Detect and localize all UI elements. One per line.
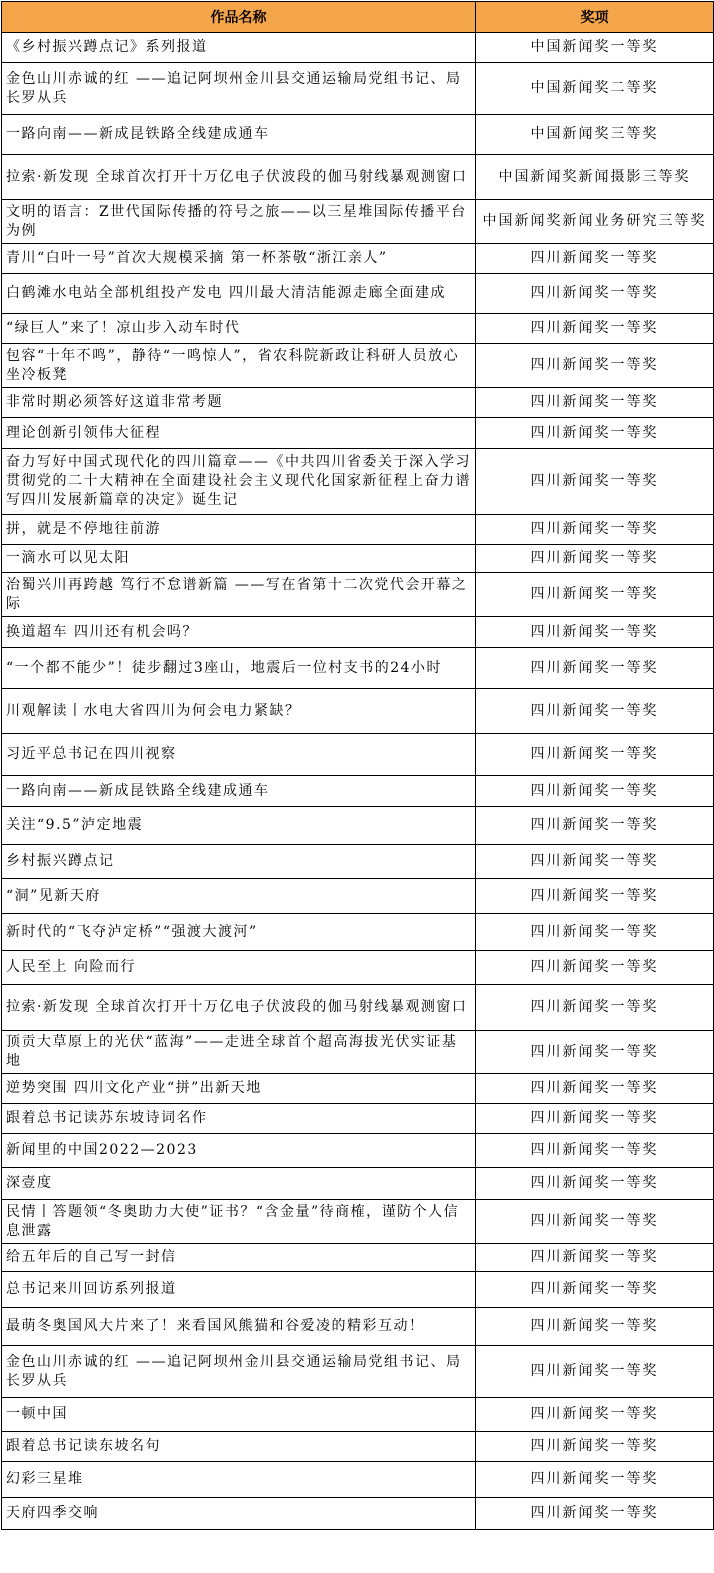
work-title-cell: 奋力写好中国式现代化的四川篇章——《中共四川省委关于深入学习贯彻党的二十大精神在全面建设社会主义现代化国家新征程上奋力谱写四川发展新篇章的决定》诞生记 — [2, 449, 476, 515]
table-row — [2, 1134, 714, 1168]
award-cell: 四川新闻奖一等奖 — [476, 573, 714, 617]
work-title-cell: 习近平总书记在四川视察 — [2, 734, 476, 776]
table-row — [2, 1498, 714, 1530]
award-cell: 四川新闻奖一等奖 — [476, 1104, 714, 1134]
work-title-cell: 逆势突围 四川文化产业“拼”出新天地 — [2, 1074, 476, 1104]
table-row — [2, 33, 714, 63]
award-cell: 四川新闻奖一等奖 — [476, 985, 714, 1031]
work-title-cell: 一路向南——新成昆铁路全线建成通车 — [2, 776, 476, 807]
award-cell: 四川新闻奖一等奖 — [476, 1031, 714, 1074]
work-title-cell: 非常时期必须答好这道非常考题 — [2, 388, 476, 418]
work-title-cell: 一滴水可以见太阳 — [2, 545, 476, 573]
award-cell: 四川新闻奖一等奖 — [476, 617, 714, 648]
work-title-cell: 拼，就是不停地往前游 — [2, 515, 476, 545]
work-title-cell: 金色山川赤诚的红 ——追记阿坝州金川县交通运输局党组书记、局长罗从兵 — [2, 1346, 476, 1398]
work-title-cell: 治蜀兴川再跨越 笃行不怠谱新篇 ——写在省第十二次党代会开幕之际 — [2, 573, 476, 617]
work-title-cell: 一顿中国 — [2, 1398, 476, 1432]
award-cell: 四川新闻奖一等奖 — [476, 1462, 714, 1498]
table-row — [2, 734, 714, 776]
award-cell: 四川新闻奖一等奖 — [476, 1074, 714, 1104]
award-cell: 四川新闻奖一等奖 — [476, 776, 714, 807]
work-title-cell: 新时代的“飞夺泸定桥”“强渡大渡河” — [2, 914, 476, 951]
award-cell: 四川新闻奖一等奖 — [476, 1432, 714, 1462]
award-cell: 四川新闻奖一等奖 — [476, 1346, 714, 1398]
work-title-cell: 最萌冬奥国风大片来了！来看国风熊猫和谷爱凌的精彩互动！ — [2, 1308, 476, 1346]
award-cell: 四川新闻奖一等奖 — [476, 879, 714, 914]
award-cell: 四川新闻奖一等奖 — [476, 449, 714, 515]
table-row — [2, 515, 714, 545]
table-header-row — [2, 2, 714, 33]
table-row — [2, 155, 714, 200]
award-cell: 四川新闻奖一等奖 — [476, 515, 714, 545]
award-cell: 四川新闻奖一等奖 — [476, 545, 714, 573]
award-cell: 四川新闻奖一等奖 — [476, 648, 714, 689]
work-title-cell: 乡村振兴蹲点记 — [2, 845, 476, 879]
award-cell: 四川新闻奖一等奖 — [476, 1200, 714, 1244]
work-title-cell: 青川“白叶一号”首次大规模采摘 第一杯茶敬“浙江亲人” — [2, 244, 476, 274]
work-title-cell: 总书记来川回访系列报道 — [2, 1272, 476, 1308]
table-row — [2, 274, 714, 314]
table-row — [2, 951, 714, 985]
table-row — [2, 617, 714, 648]
award-cell: 中国新闻奖新闻摄影三等奖 — [476, 155, 714, 200]
table-row — [2, 1244, 714, 1272]
table-row — [2, 1104, 714, 1134]
column-header-title: 作品名称 — [2, 2, 476, 33]
work-title-cell: 理论创新引领伟大征程 — [2, 418, 476, 449]
table-row — [2, 1031, 714, 1074]
award-cell: 四川新闻奖一等奖 — [476, 388, 714, 418]
work-title-cell: 新闻里的中国2022—2023 — [2, 1134, 476, 1168]
table-row — [2, 1272, 714, 1308]
table-row — [2, 845, 714, 879]
table-row — [2, 418, 714, 449]
table-row — [2, 648, 714, 689]
award-cell: 四川新闻奖一等奖 — [476, 914, 714, 951]
award-cell: 四川新闻奖一等奖 — [476, 1398, 714, 1432]
awards-table — [1, 1, 714, 1530]
table-row — [2, 344, 714, 388]
award-cell: 中国新闻奖一等奖 — [476, 33, 714, 63]
work-title-cell: “一个都不能少”！徒步翻过3座山，地震后一位村支书的24小时 — [2, 648, 476, 689]
table-row — [2, 115, 714, 155]
table-row — [2, 314, 714, 344]
table-row — [2, 449, 714, 515]
award-cell: 四川新闻奖一等奖 — [476, 1272, 714, 1308]
work-title-cell: 金色山川赤诚的红 ——追记阿坝州金川县交通运输局党组书记、局长罗从兵 — [2, 63, 476, 115]
award-cell: 四川新闻奖一等奖 — [476, 807, 714, 845]
table-row — [2, 1168, 714, 1200]
award-cell: 中国新闻奖新闻业务研究三等奖 — [476, 200, 714, 244]
work-title-cell: 天府四季交响 — [2, 1498, 476, 1530]
work-title-cell: 一路向南——新成昆铁路全线建成通车 — [2, 115, 476, 155]
work-title-cell: 拉索·新发现 全球首次打开十万亿电子伏波段的伽马射线暴观测窗口 — [2, 985, 476, 1031]
work-title-cell: 文明的语言：Z世代国际传播的符号之旅——以三星堆国际传播平台为例 — [2, 200, 476, 244]
table-row — [2, 879, 714, 914]
table-row — [2, 776, 714, 807]
award-cell: 四川新闻奖一等奖 — [476, 689, 714, 734]
work-title-cell: 关注“9.5”泸定地震 — [2, 807, 476, 845]
award-cell: 四川新闻奖一等奖 — [476, 1498, 714, 1530]
award-cell: 四川新闻奖一等奖 — [476, 734, 714, 776]
work-title-cell: 换道超车 四川还有机会吗？ — [2, 617, 476, 648]
award-cell: 四川新闻奖一等奖 — [476, 314, 714, 344]
work-title-cell: 包容“十年不鸣”，静待“一鸣惊人”，省农科院新政让科研人员放心坐冷板凳 — [2, 344, 476, 388]
table-row — [2, 1462, 714, 1498]
work-title-cell: 幻彩三星堆 — [2, 1462, 476, 1498]
work-title-cell: “洞”见新天府 — [2, 879, 476, 914]
table-row — [2, 1074, 714, 1104]
table-row — [2, 545, 714, 573]
award-cell: 中国新闻奖二等奖 — [476, 63, 714, 115]
table-row — [2, 1200, 714, 1244]
table-row — [2, 807, 714, 845]
award-cell: 四川新闻奖一等奖 — [476, 845, 714, 879]
award-cell: 四川新闻奖一等奖 — [476, 1244, 714, 1272]
work-title-cell: 川观解读丨水电大省四川为何会电力紧缺？ — [2, 689, 476, 734]
work-title-cell: 拉索·新发现 全球首次打开十万亿电子伏波段的伽马射线暴观测窗口 — [2, 155, 476, 200]
table-row — [2, 244, 714, 274]
award-cell: 四川新闻奖一等奖 — [476, 1308, 714, 1346]
work-title-cell: 白鹤滩水电站全部机组投产发电 四川最大清洁能源走廊全面建成 — [2, 274, 476, 314]
award-cell: 四川新闻奖一等奖 — [476, 274, 714, 314]
table-body — [2, 33, 714, 1530]
table-row — [2, 63, 714, 115]
work-title-cell: 深壹度 — [2, 1168, 476, 1200]
work-title-cell: 给五年后的自己写一封信 — [2, 1244, 476, 1272]
table-row — [2, 1346, 714, 1398]
work-title-cell: “绿巨人”来了！凉山步入动车时代 — [2, 314, 476, 344]
table-row — [2, 985, 714, 1031]
table-row — [2, 573, 714, 617]
award-cell: 四川新闻奖一等奖 — [476, 418, 714, 449]
award-cell: 中国新闻奖三等奖 — [476, 115, 714, 155]
award-cell: 四川新闻奖一等奖 — [476, 1134, 714, 1168]
award-cell: 四川新闻奖一等奖 — [476, 344, 714, 388]
work-title-cell: 人民至上 向险而行 — [2, 951, 476, 985]
table-row — [2, 388, 714, 418]
table-row — [2, 200, 714, 244]
table-row — [2, 1398, 714, 1432]
table-row — [2, 689, 714, 734]
table-row — [2, 914, 714, 951]
award-cell: 四川新闻奖一等奖 — [476, 244, 714, 274]
award-cell: 四川新闻奖一等奖 — [476, 1168, 714, 1200]
work-title-cell: 民情丨答题领“冬奥助力大使”证书？“含金量”待商榷，谨防个人信息泄露 — [2, 1200, 476, 1244]
award-cell: 四川新闻奖一等奖 — [476, 951, 714, 985]
work-title-cell: 跟着总书记读东坡名句 — [2, 1432, 476, 1462]
column-header-award: 奖项 — [476, 2, 714, 33]
work-title-cell: 《乡村振兴蹲点记》系列报道 — [2, 33, 476, 63]
table-row — [2, 1308, 714, 1346]
table-row — [2, 1432, 714, 1462]
work-title-cell: 顶贡大草原上的光伏“蓝海”——走进全球首个超高海拔光伏实证基地 — [2, 1031, 476, 1074]
work-title-cell: 跟着总书记读苏东坡诗词名作 — [2, 1104, 476, 1134]
